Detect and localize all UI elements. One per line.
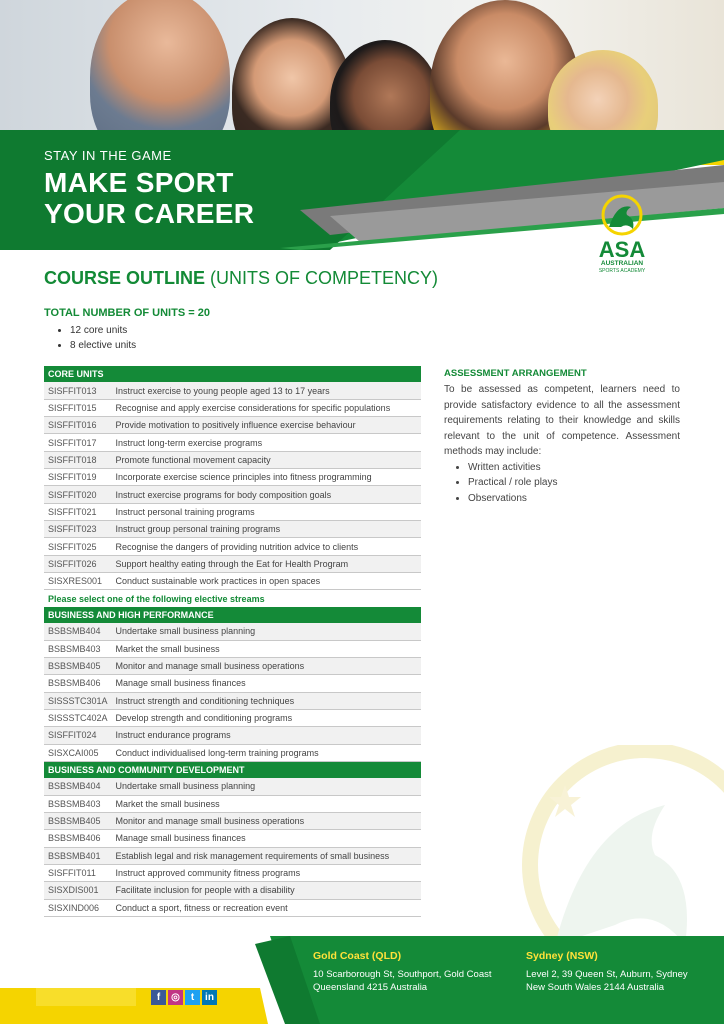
unit-title: Undertake small business planning — [112, 623, 421, 640]
stream1-header — [44, 607, 421, 623]
unit-code: SISXIND006 — [44, 899, 112, 916]
unit-code: BSBSMB401 — [44, 847, 112, 864]
unit-code: SISXCAI005 — [44, 744, 112, 761]
table-row — [44, 675, 421, 692]
sydney-address — [526, 950, 688, 994]
section-header-label: BUSINESS AND HIGH PERFORMANCE — [44, 607, 421, 623]
stream2-header — [44, 761, 421, 778]
total-units: TOTAL NUMBER OF UNITS = 20 — [44, 307, 210, 319]
twitter-icon[interactable]: t — [185, 990, 200, 1005]
unit-code: SISFFIT024 — [44, 727, 112, 744]
unit-code: SISFFIT023 — [44, 521, 112, 538]
units-table — [44, 366, 421, 917]
unit-title: Market the small business — [112, 640, 421, 657]
table-row — [44, 795, 421, 812]
unit-title: Instruct long-term exercise programs — [112, 434, 421, 451]
unit-title: Monitor and manage small business operations — [112, 812, 421, 829]
unit-title: Support healthy eating through the Eat for Health Program — [112, 555, 421, 572]
table-row — [44, 399, 421, 416]
gold-coast-address — [313, 950, 492, 994]
unit-code: SISXDIS001 — [44, 882, 112, 899]
gold-coast-line2: Queensland 4215 Australia — [313, 982, 428, 993]
table-row — [44, 812, 421, 829]
table-row — [44, 847, 421, 864]
logo-name: ASA — [598, 237, 646, 262]
unit-code: SISFFIT017 — [44, 434, 112, 451]
unit-title: Conduct individualised long-term training programs — [112, 744, 421, 761]
table-row — [44, 538, 421, 555]
list-item: • 8 elective units — [70, 338, 136, 353]
table-row — [44, 417, 421, 434]
section-header-label: CORE UNITS — [44, 366, 421, 382]
unit-title: Recognise and apply exercise considerations for specific populations — [112, 399, 421, 416]
units-breakdown — [58, 323, 136, 353]
table-row — [44, 469, 421, 486]
list-item: • Observations — [468, 491, 680, 507]
table-row — [44, 864, 421, 881]
unit-title: Facilitate inclusion for people with a disability — [112, 882, 421, 899]
assessment-section — [444, 368, 680, 506]
table-row — [44, 451, 421, 468]
unit-code: SISXRES001 — [44, 573, 112, 590]
table-row — [44, 623, 421, 640]
table-row — [44, 692, 421, 709]
unit-code: SISFFIT020 — [44, 486, 112, 503]
sydney-line2: New South Wales 2144 Australia — [526, 982, 665, 993]
watermark-graphic — [495, 745, 724, 965]
instagram-icon[interactable]: ◎ — [168, 990, 183, 1005]
course-outline-title — [44, 268, 438, 289]
table-row — [44, 709, 421, 726]
assessment-methods — [444, 460, 680, 507]
unit-title: Instruct exercise programs for body composition goals — [112, 486, 421, 503]
course-outline-title-light: (UNITS OF COMPETENCY) — [205, 268, 439, 288]
unit-code: BSBSMB404 — [44, 623, 112, 640]
list-item: • 12 core units — [70, 323, 136, 338]
unit-code: SISSSTC402A — [44, 709, 112, 726]
unit-code: SISFFIT015 — [44, 399, 112, 416]
sydney-city: Sydney (NSW) — [526, 950, 598, 962]
unit-code: BSBSMB404 — [44, 778, 112, 795]
table-row — [44, 744, 421, 761]
unit-title: Undertake small business planning — [112, 778, 421, 795]
linkedin-icon[interactable]: in — [202, 990, 217, 1005]
table-row — [44, 382, 421, 399]
course-outline-title-bold: COURSE OUTLINE — [44, 268, 206, 288]
table-row — [44, 555, 421, 572]
unit-code: BSBSMB406 — [44, 830, 112, 847]
unit-code: SISFFIT021 — [44, 503, 112, 520]
table-row — [44, 503, 421, 520]
section-header-label: BUSINESS AND COMMUNITY DEVELOPMENT — [44, 761, 421, 778]
unit-title: Instruct personal training programs — [112, 503, 421, 520]
table-row — [44, 778, 421, 795]
unit-title: Develop strength and conditioning programs — [112, 709, 421, 726]
hero-headline-line2: YOUR CAREER — [44, 198, 255, 229]
unit-title: Provide motivation to positively influence exercise behaviour — [112, 417, 421, 434]
unit-code: SISFFIT011 — [44, 864, 112, 881]
logo-sub2: SPORTS ACADEMY — [598, 268, 646, 273]
gold-coast-line1: 10 Scarborough St, Southport, Gold Coast — [313, 969, 492, 980]
elective-note-row — [44, 590, 421, 607]
unit-title: Instruct group personal training programs — [112, 521, 421, 538]
unit-code: SISFFIT016 — [44, 417, 112, 434]
table-row — [44, 640, 421, 657]
unit-code: BSBSMB405 — [44, 812, 112, 829]
unit-title: Establish legal and risk management requirements of small business — [112, 847, 421, 864]
unit-code: BSBSMB405 — [44, 657, 112, 674]
assessment-heading: ASSESSMENT ARRANGEMENT — [444, 368, 587, 379]
unit-title: Manage small business finances — [112, 675, 421, 692]
unit-code: SISFFIT019 — [44, 469, 112, 486]
list-item: • Written activities — [468, 460, 680, 476]
kangaroo-logo-icon — [587, 193, 657, 273]
hero-eyebrow: STAY IN THE GAME — [44, 148, 172, 163]
unit-title: Instruct endurance programs — [112, 727, 421, 744]
unit-title: Instruct strength and conditioning techniques — [112, 692, 421, 709]
unit-title: Incorporate exercise science principles into fitness programming — [112, 469, 421, 486]
unit-title: Conduct sustainable work practices in open spaces — [112, 573, 421, 590]
table-row — [44, 899, 421, 916]
unit-code: SISFFIT025 — [44, 538, 112, 555]
unit-title: Instruct approved community fitness programs — [112, 864, 421, 881]
table-row — [44, 486, 421, 503]
unit-title: Manage small business finances — [112, 830, 421, 847]
hero-headline — [44, 167, 254, 229]
unit-title: Monitor and manage small business operations — [112, 657, 421, 674]
elective-note: Please select one of the following elective streams — [48, 593, 265, 604]
unit-code: SISFFIT018 — [44, 451, 112, 468]
list-item: • Practical / role plays — [468, 475, 680, 491]
table-row — [44, 727, 421, 744]
hero-headline-line1: MAKE SPORT — [44, 167, 234, 198]
unit-code: SISFFIT026 — [44, 555, 112, 572]
facebook-icon[interactable]: f — [151, 990, 166, 1005]
gold-coast-city: Gold Coast (QLD) — [313, 950, 402, 962]
table-row — [44, 882, 421, 899]
core-units-header — [44, 366, 421, 382]
kangaroo-watermark-icon — [495, 745, 724, 965]
table-row — [44, 521, 421, 538]
unit-title: Conduct a sport, fitness or recreation event — [112, 899, 421, 916]
table-row — [44, 830, 421, 847]
unit-code: BSBSMB406 — [44, 675, 112, 692]
sydney-line1: Level 2, 39 Queen St, Auburn, Sydney — [526, 969, 688, 980]
unit-code: BSBSMB403 — [44, 795, 112, 812]
unit-title: Promote functional movement capacity — [112, 451, 421, 468]
unit-title: Market the small business — [112, 795, 421, 812]
asa-logo — [587, 193, 657, 273]
unit-code: SISFFIT013 — [44, 382, 112, 399]
table-row — [44, 573, 421, 590]
table-row — [44, 657, 421, 674]
unit-title: Instruct exercise to young people aged 13 to 17 years — [112, 382, 421, 399]
table-row — [44, 434, 421, 451]
unit-code: BSBSMB403 — [44, 640, 112, 657]
social-links — [151, 990, 217, 1005]
unit-title: Recognise the dangers of providing nutrition advice to clients — [112, 538, 421, 555]
assessment-body: To be assessed as competent, learners need to provide satisfactory evidence to all the assessment requirements relating to their knowledge and skills relevant to the unit of competence. Assessment methods may include: — [444, 384, 680, 457]
logo-sub1: AUSTRALIAN — [600, 260, 644, 267]
unit-code: SISSSTC301A — [44, 692, 112, 709]
